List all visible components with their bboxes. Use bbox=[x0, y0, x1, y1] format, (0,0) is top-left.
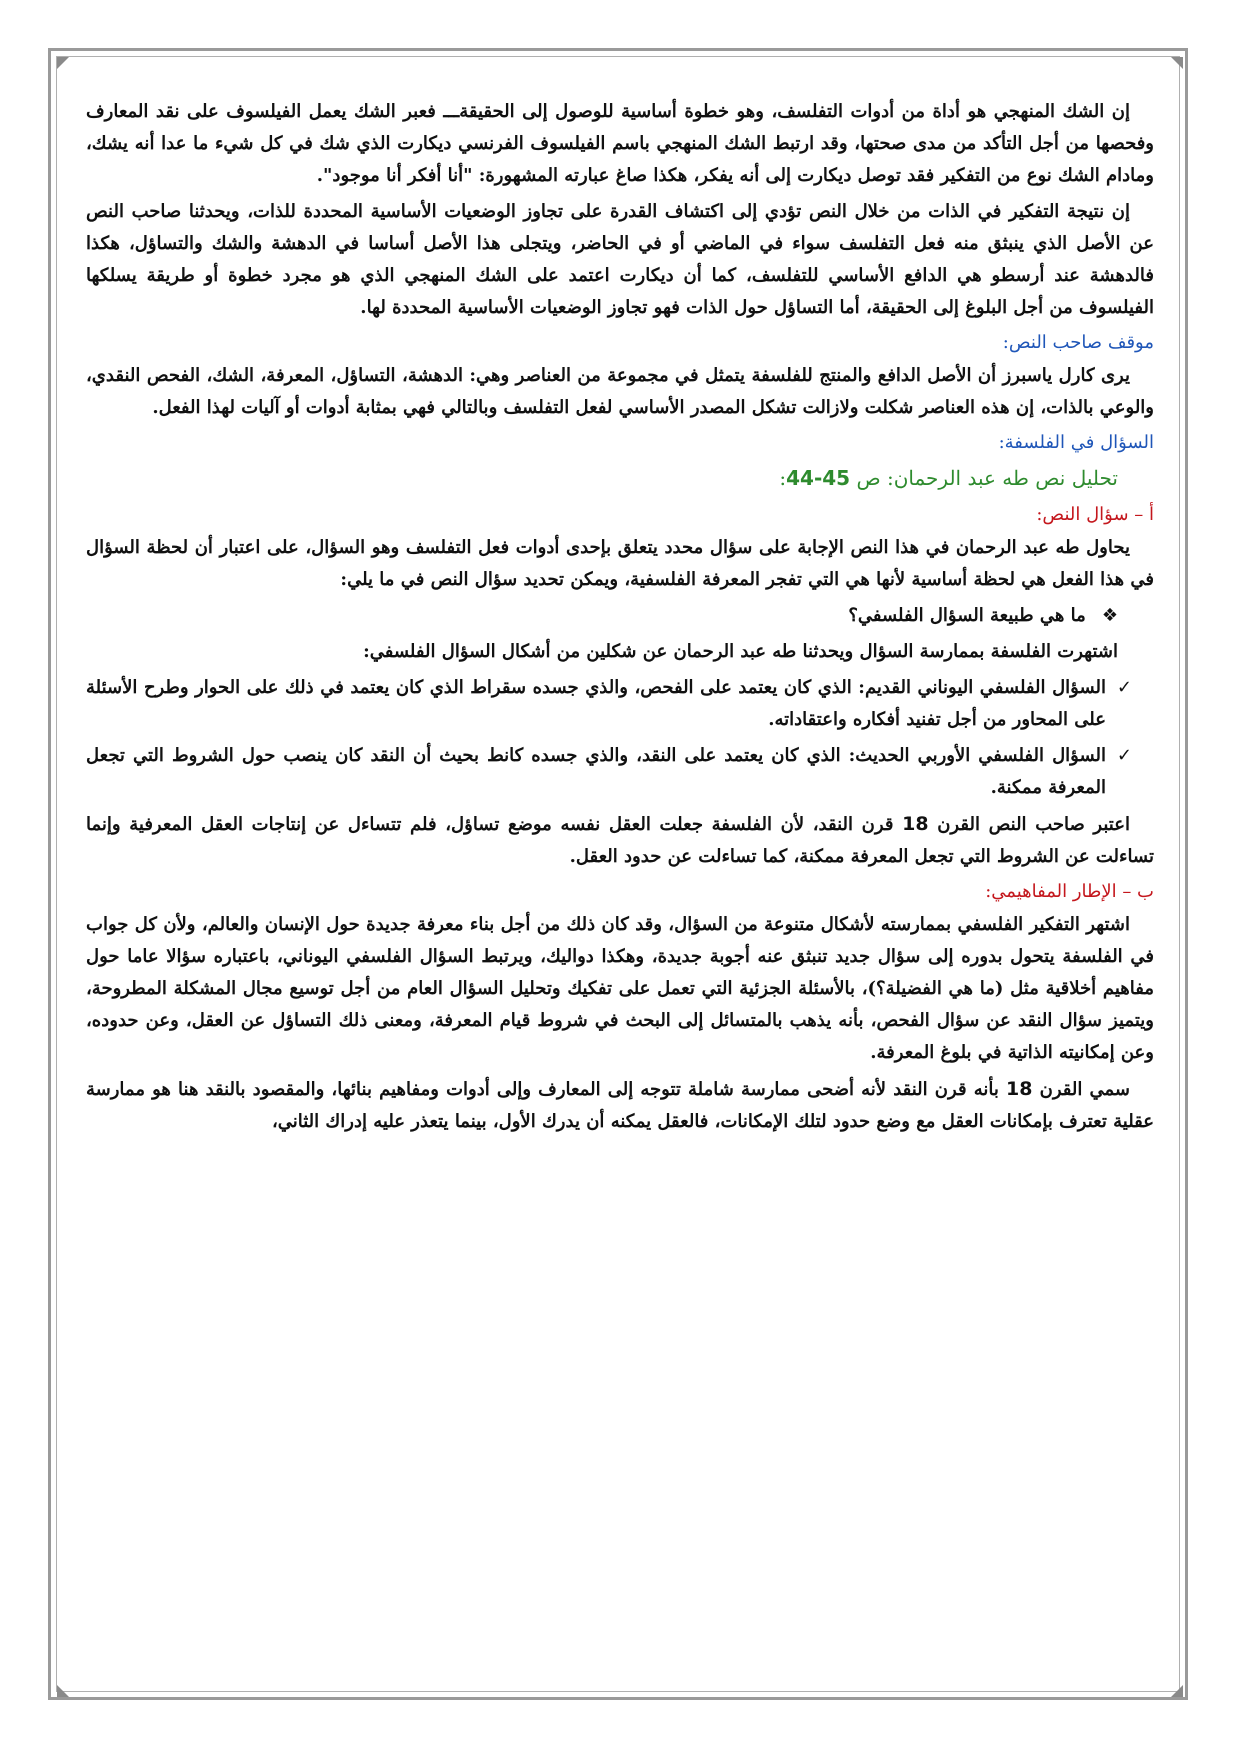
corner-ornament bbox=[1171, 1685, 1183, 1697]
bullet-question bbox=[86, 600, 1154, 632]
paragraph-critique-century bbox=[86, 1073, 1154, 1138]
corner-ornament bbox=[1171, 57, 1183, 69]
heading-question-in-philosophy: السؤال في الفلسفة: bbox=[998, 432, 1154, 453]
heading-conceptual-framework: ب – الإطار المفاهيمي: bbox=[985, 881, 1154, 902]
paragraph-self-thinking: إن نتيجة التفكير في الذات من خلال النص تؤدي إلى اكتشاف القدرة على تجاوز الوضعيات الأساسية المحددة للذات، ويحدثنا صاحب النص عن الأصل الذي ينبثق منه فعل التفلسف سواء في الماضي أو في الحاضر، ويتجلى هذا الأصل أساسا في الدهشة والشك والتساؤل، هكذا فالدهشة عند أرسطو هي الدافع الأساسي للتفلسف، كما أن ديكارت اعتمد على الشك المنهجي الذي هو مجرد خطوة أو طريقة يسلكها الفيلسوف من أجل البلوغ إلى الحقيقة، أما التساؤل حول الذات فهو تجاوز الوضعيات الأساسية المحددة لها. bbox=[86, 201, 1154, 318]
check-item-greek bbox=[86, 672, 1154, 736]
check-item-greek-text: السؤال الفلسفي اليوناني القديم: الذي كان يعتمد على الفحص، والذي جسده سقراط الذي كان يعتمد في ذلك على الحوار وطرح الأسئلة على المحاور من أجل تفنيد أفكاره واعتقاداته. bbox=[86, 677, 1106, 730]
check-item-european bbox=[86, 740, 1154, 804]
paragraph-taha-question: يحاول طه عبد الرحمان في هذا النص الإجابة على سؤال محدد يتعلق بإحدى أدوات فعل التفلسف وهو السؤال، على اعتبار أن لحظة السؤال في هذا الفعل هي لحظة أساسية لأنها هي التي تفجر المعرفة الفلسفية، ويمكن تحديد سؤال النص في ما يلي: bbox=[86, 537, 1154, 590]
check-item-european-text: السؤال الفلسفي الأوربي الحديث: الذي كان يعتمد على النقد، والذي جسده كانط بحيث أن النقد كان ينصب حول الشروط التي تجعل المعرفة ممكنة. bbox=[86, 745, 1106, 798]
p8-part-a: سمي القرن bbox=[1039, 1079, 1130, 1100]
heading-text-analysis bbox=[86, 462, 1154, 494]
p8-century-number: 18 bbox=[1006, 1078, 1033, 1100]
analysis-colon: : bbox=[779, 466, 787, 490]
paragraph-two-forms: اشتهرت الفلسفة بممارسة السؤال ويحدثنا طه عبد الرحمان عن شكلين من أشكال السؤال الفلسفي: bbox=[363, 641, 1118, 662]
analysis-pages: 44-45 bbox=[786, 466, 851, 490]
diamond-bullet-icon: ❖ bbox=[1101, 605, 1118, 626]
paragraph-jaspers: يرى كارل ياسبرز أن الأصل الدافع والمنتج للفلسفة يتمثل في مجموعة من العناصر وهي: الدهشة، التساؤل، المعرفة، الشك، الفحص النقدي، والوعي بالذات، إن هذه العناصر شكلت ولازالت تشكل المصدر الأساسي لفعل التفلسف وبالتالي فهي بمثابة أدوات أو آليات لهذا الفعل. bbox=[86, 365, 1154, 418]
analysis-title: تحليل نص طه عبد الرحمان: ص bbox=[856, 466, 1118, 490]
checkmark-icon: ✓ bbox=[1116, 677, 1132, 698]
p6-century-number: 18 bbox=[902, 813, 929, 835]
paragraph-century-critique bbox=[86, 808, 1154, 873]
checkmark-icon: ✓ bbox=[1116, 745, 1132, 766]
corner-ornament bbox=[57, 57, 69, 69]
paragraph-methodical-doubt: إن الشك المنهجي هو أداة من أدوات التفلسف، وهو خطوة أساسية للوصول إلى الحقيقةـــ فعبر الشك يعمل الفيلسوف على نقد المعارف وفحصها من أجل التأكد من مدى صحتها، وقد ارتبط الشك المنهجي باسم الفيلسوف الفرنسي ديكارت الذي شك في كل شيء ما عدا أنه يشك، ومادام الشك نوع من التفكير فقد توصل ديكارت إلى أنه يفكر، هكذا صاغ عبارته المشهورة: "أنا أفكر أنا موجود". bbox=[86, 101, 1154, 186]
p6-part-a: اعتبر صاحب النص القرن bbox=[937, 814, 1130, 835]
paragraph-conceptual: اشتهر التفكير الفلسفي بممارسته لأشكال متنوعة من السؤال، وقد كان ذلك من أجل بناء معرفة جديدة حول الإنسان والعالم، ولأن كل جواب في الفلسفة يتحول بدوره إلى سؤال جديد تنبثق عنه أجوبة جديدة، وهكذا دواليك، ويرتبط السؤال الفلسفي اليوناني، باعتباره سؤالا عاما حول مفاهيم أخلاقية مثل (ما هي الفضيلة؟)، بالأسئلة الجزئية التي تعمل على تفكيك وتحليل السؤال العام من أجل توسيع مجال المشكلة المطروحة، ويتميز سؤال النقد عن سؤال الفحص، بأنه يذهب بالمتسائل إلى البحث في شروط قيام المعرفة، ومعنى ذلك التساؤل عن العقل، وعن حدوده، وعن إمكانيته الذاتية في بلوغ المعرفة. bbox=[86, 914, 1154, 1063]
p8-part-b: بأنه قرن النقد لأنه أضحى ممارسة شاملة تتوجه إلى المعارف وإلى أدوات ومفاهيم بنائها، والمقصود بالنقد هنا هو ممارسة عقلية تعترف بإمكانات العقل مع وضع حدود لتلك الإمكانات، فالعقل يمكنه أن يدرك الأول، بينما يتعذر عليه إدراك الثاني، bbox=[86, 1079, 1154, 1132]
bullet-question-text: ما هي طبيعة السؤال الفلسفي؟ bbox=[848, 605, 1086, 626]
p6-part-b: قرن النقد، لأن الفلسفة جعلت العقل نفسه موضع تساؤل، فلم تتساءل عن إنتاجات العقل المعرفية وإنما تساءلت عن الشروط التي تجعل المعرفة ممكنة، كما تساءلت عن حدود العقل. bbox=[86, 814, 1154, 867]
document-body bbox=[86, 96, 1154, 1656]
heading-author-position: موقف صاحب النص: bbox=[1002, 332, 1154, 353]
heading-text-question: أ – سؤال النص: bbox=[1036, 504, 1154, 525]
corner-ornament bbox=[57, 1685, 69, 1697]
